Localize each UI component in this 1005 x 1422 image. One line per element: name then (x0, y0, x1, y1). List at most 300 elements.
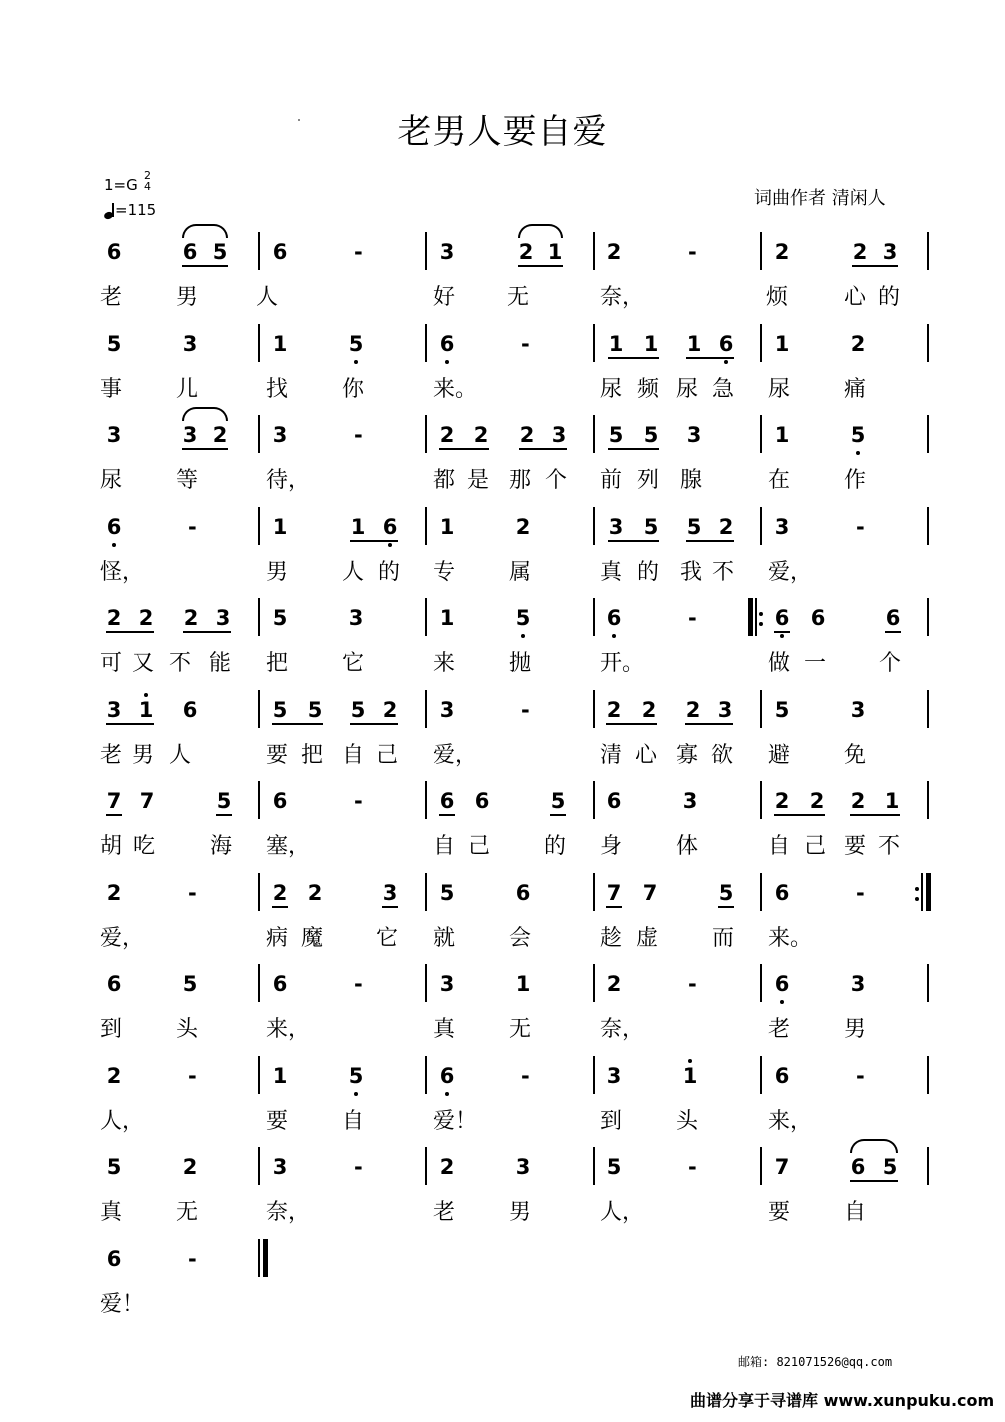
score-note: 2 (182, 1155, 198, 1179)
barline (258, 964, 260, 1002)
score-note: 5 (686, 515, 702, 539)
score-note: 1 (884, 789, 900, 813)
barline (760, 690, 762, 728)
barline (258, 690, 260, 728)
score-note: 2 (106, 881, 122, 905)
sustain-dash: - (521, 698, 530, 722)
key-label: 1=G (104, 176, 138, 194)
eighth-underline (608, 540, 659, 542)
score-note: 1 (515, 972, 531, 996)
lyric-char: 的 (378, 560, 401, 585)
lyric-char: 老 (433, 1200, 456, 1225)
score-note: 1 (774, 332, 790, 356)
barline (593, 1056, 595, 1094)
lyric-char: 欲 (711, 743, 734, 768)
eighth-underline (852, 265, 898, 267)
lyric-char: 奈， (600, 1017, 645, 1042)
lyric-char: 免 (844, 743, 867, 768)
eighth-underline (183, 631, 231, 633)
score-note: 6 (106, 240, 122, 264)
score-note: 2 (519, 423, 535, 447)
score-note: 6 (182, 240, 198, 264)
eighth-underline (106, 631, 154, 633)
lyric-char: 无 (507, 285, 530, 310)
lyric-char: 爱， (100, 926, 145, 951)
lyric-char: 作 (844, 468, 867, 493)
score-note: 6 (774, 1064, 790, 1088)
barline (755, 598, 757, 636)
score-note: 2 (473, 423, 489, 447)
sustain-dash: - (521, 1064, 530, 1088)
eighth-underline (718, 906, 734, 908)
repeat-dot (759, 622, 763, 626)
lyric-char: 来。 (433, 377, 478, 402)
high-octave-dot (688, 1059, 692, 1063)
lyric-char: 做 (768, 651, 791, 676)
tempo-marking (104, 201, 156, 219)
barline (593, 873, 595, 911)
eighth-underline (774, 814, 825, 816)
score-note: 3 (215, 606, 231, 630)
lyric-char: 要 (844, 834, 867, 859)
lyric-char: 自 (768, 834, 791, 859)
barline (760, 964, 762, 1002)
barline (258, 415, 260, 453)
lyric-char: 病 (266, 926, 289, 951)
barline (927, 1147, 929, 1185)
eighth-underline (216, 814, 232, 816)
eighth-underline (850, 1180, 898, 1182)
footer-email: 邮箱: 821071526@qq.com (738, 1355, 893, 1369)
eighth-underline (550, 814, 566, 816)
score-note: 2 (382, 698, 398, 722)
lyric-char: 儿 (176, 377, 199, 402)
barline (593, 781, 595, 819)
barline (760, 781, 762, 819)
score-note: 3 (272, 423, 288, 447)
score-note: 1 (439, 515, 455, 539)
score-note: 7 (774, 1155, 790, 1179)
score-note: 1 (272, 332, 288, 356)
barline (258, 1239, 260, 1277)
score-note: 5 (106, 332, 122, 356)
eighth-underline (608, 357, 659, 359)
lyric-char: 奈， (266, 1200, 311, 1225)
score-note: 5 (272, 606, 288, 630)
score-note: 3 (348, 606, 364, 630)
score-note: 2 (106, 606, 122, 630)
score-note: 5 (348, 1064, 364, 1088)
score-note: 6 (474, 789, 490, 813)
lyric-char: 人， (100, 1109, 145, 1134)
lyric-char: 爱！ (100, 1292, 145, 1317)
eighth-underline (272, 906, 288, 908)
lyric-char: 海 (210, 834, 233, 859)
sustain-dash: - (354, 789, 363, 813)
score-note: 2 (850, 332, 866, 356)
eighth-underline (350, 540, 398, 542)
low-octave-dot (445, 1092, 449, 1096)
lyric-char: 的 (544, 834, 567, 859)
score-system (0, 1247, 1005, 1339)
lyric-char: 抛 (509, 651, 532, 676)
score-note: 5 (212, 240, 228, 264)
lyric-char: 我 (680, 560, 703, 585)
barline (760, 415, 762, 453)
barline (425, 781, 427, 819)
lyric-char: 无 (176, 1200, 199, 1225)
score-system (0, 606, 1005, 698)
sustain-dash: - (354, 1155, 363, 1179)
score-system (0, 515, 1005, 607)
low-octave-dot (445, 360, 449, 364)
score-note: 1 (439, 606, 455, 630)
lyric-char: 个 (879, 651, 902, 676)
barline (927, 232, 929, 270)
score-note: 6 (810, 606, 826, 630)
lyric-char: 趁 (600, 926, 623, 951)
score-note: 5 (718, 881, 734, 905)
lyric-char: 前 (600, 468, 623, 493)
barline (760, 232, 762, 270)
lyric-char: 爱， (768, 560, 813, 585)
eighth-underline (382, 906, 398, 908)
score-note: 2 (606, 972, 622, 996)
lyric-char: 把 (301, 743, 324, 768)
lyric-char: 到 (600, 1109, 623, 1134)
lyric-char: 人 (256, 285, 279, 310)
score-note: 3 (551, 423, 567, 447)
lyric-char: 属 (509, 560, 532, 585)
low-octave-dot (354, 360, 358, 364)
score-note: 2 (809, 789, 825, 813)
lyric-char: 开。 (600, 651, 645, 676)
score-note: 5 (608, 423, 624, 447)
score-note: 2 (439, 423, 455, 447)
barline (425, 507, 427, 545)
sustain-dash: - (521, 332, 530, 356)
slur-arc (182, 224, 228, 238)
score-system (0, 972, 1005, 1064)
barline (927, 415, 929, 453)
low-octave-dot (780, 1000, 784, 1004)
lyric-char: 找 (266, 377, 289, 402)
barline (258, 232, 260, 270)
lyric-char: 会 (509, 926, 532, 951)
score-note: 5 (216, 789, 232, 813)
score-note: 3 (682, 789, 698, 813)
lyric-char: 男 (509, 1200, 532, 1225)
score-note: 6 (850, 1155, 866, 1179)
low-octave-dot (388, 543, 392, 547)
score-note: 2 (606, 240, 622, 264)
lyric-char: 列 (637, 468, 660, 493)
score-note: 3 (850, 972, 866, 996)
score-system (0, 332, 1005, 424)
lyric-char: 要 (768, 1200, 791, 1225)
lyric-char: 它 (376, 926, 399, 951)
lyric-char: 烦 (766, 285, 789, 310)
score-note: 5 (643, 423, 659, 447)
barline (760, 873, 762, 911)
sustain-dash: - (354, 240, 363, 264)
eighth-underline (686, 540, 734, 542)
score-note: 3 (439, 240, 455, 264)
lyric-char: 真 (100, 1200, 123, 1225)
score-system (0, 423, 1005, 515)
score-note: 2 (439, 1155, 455, 1179)
score-note: 3 (686, 423, 702, 447)
lyric-char: 都 (433, 468, 456, 493)
sustain-dash: - (188, 1247, 197, 1271)
lyric-char: 而 (712, 926, 735, 951)
barline (425, 1056, 427, 1094)
score-note: 7 (642, 881, 658, 905)
score-note: 6 (606, 606, 622, 630)
lyric-char: 尿 (768, 377, 791, 402)
barline (760, 1056, 762, 1094)
lyric-char: 男 (132, 743, 155, 768)
score-note: 3 (606, 1064, 622, 1088)
lyric-char: 事 (100, 377, 123, 402)
sustain-dash: - (688, 240, 697, 264)
barline (921, 873, 923, 911)
barline (425, 690, 427, 728)
eighth-underline (606, 906, 622, 908)
lyric-char: 不 (712, 560, 735, 585)
sustain-dash: - (856, 881, 865, 905)
lyric-char: 不 (878, 834, 901, 859)
lyric-char: 待， (266, 468, 311, 493)
barline (425, 598, 427, 636)
lyric-char: 老 (100, 743, 123, 768)
time-denominator: 4 (144, 180, 151, 193)
score-note: 6 (106, 1247, 122, 1271)
sustain-dash: - (188, 881, 197, 905)
barline (593, 1147, 595, 1185)
score-note: 1 (608, 332, 624, 356)
eighth-underline (439, 448, 489, 450)
score-system (0, 240, 1005, 332)
lyric-char: 胡 (100, 834, 123, 859)
score-note: 1 (686, 332, 702, 356)
score-note: 5 (272, 698, 288, 722)
lyric-char: 爱！ (433, 1109, 478, 1134)
score-note: 7 (139, 789, 155, 813)
score-note: 5 (348, 332, 364, 356)
lyric-char: 的 (637, 560, 660, 585)
lyric-char: 寡 (676, 743, 699, 768)
barline (425, 964, 427, 1002)
lyric-char: 能 (209, 651, 232, 676)
sustain-dash: - (188, 1064, 197, 1088)
low-octave-dot (724, 360, 728, 364)
score-note: 1 (272, 1064, 288, 1088)
eighth-underline (608, 448, 659, 450)
score-note: 5 (882, 1155, 898, 1179)
key-signature (104, 169, 151, 194)
score-note: 7 (606, 881, 622, 905)
eighth-underline (686, 357, 734, 359)
eighth-underline (272, 723, 323, 725)
score-note: 6 (272, 240, 288, 264)
lyric-char: 真 (433, 1017, 456, 1042)
score-system (0, 789, 1005, 881)
eighth-underline (518, 265, 563, 267)
sustain-dash: - (688, 606, 697, 630)
low-octave-dot (612, 634, 616, 638)
eighth-underline (774, 631, 790, 633)
tempo-value: =115 (115, 201, 157, 219)
score-note: 3 (182, 423, 198, 447)
score-note: 5 (106, 1155, 122, 1179)
score-note: 6 (606, 789, 622, 813)
lyric-char: 等 (176, 468, 199, 493)
score-note: 2 (183, 606, 199, 630)
barline (927, 507, 929, 545)
score-note: 5 (550, 789, 566, 813)
eighth-underline (439, 814, 455, 816)
score-note: 6 (106, 515, 122, 539)
lyric-char: 人， (600, 1200, 645, 1225)
score-note: 3 (515, 1155, 531, 1179)
low-octave-dot (521, 634, 525, 638)
barline (258, 598, 260, 636)
lyric-char: 男 (266, 560, 289, 585)
score-note: 3 (272, 1155, 288, 1179)
eighth-underline (350, 723, 398, 725)
barline (927, 324, 929, 362)
score-system (0, 698, 1005, 790)
score-note: 2 (138, 606, 154, 630)
repeat-dot (915, 887, 919, 891)
lyric-char: 就 (433, 926, 456, 951)
barline (593, 598, 595, 636)
lyric-char: 吃 (133, 834, 156, 859)
score-note: 1 (272, 515, 288, 539)
lyric-char: 己 (804, 834, 827, 859)
score-note: 2 (774, 789, 790, 813)
barline (927, 598, 929, 636)
barline (593, 507, 595, 545)
barline (593, 232, 595, 270)
score-note: 1 (350, 515, 366, 539)
barline (258, 507, 260, 545)
low-octave-dot (856, 451, 860, 455)
barline (425, 415, 427, 453)
score-note: 6 (382, 515, 398, 539)
lyric-char: 频 (637, 377, 660, 402)
score-note: 1 (547, 240, 563, 264)
barline (927, 964, 929, 1002)
eighth-underline (685, 723, 733, 725)
score-note: 2 (272, 881, 288, 905)
score-note: 5 (515, 606, 531, 630)
score-note: 5 (774, 698, 790, 722)
score-note: 6 (439, 789, 455, 813)
score-note: 2 (518, 240, 534, 264)
lyric-char: 避 (768, 743, 791, 768)
lyric-char: 把 (266, 651, 289, 676)
final-barline (263, 1239, 268, 1277)
lyric-char: 在 (768, 468, 791, 493)
lyric-char: 痛 (844, 377, 867, 402)
score-note: 6 (515, 881, 531, 905)
score-note: 6 (106, 972, 122, 996)
score-note: 6 (885, 606, 901, 630)
barline (927, 781, 929, 819)
score-note: 3 (106, 423, 122, 447)
score-note: 3 (882, 240, 898, 264)
lyric-char: 人 (169, 743, 192, 768)
lyric-char: 男 (844, 1017, 867, 1042)
lyric-char: 老 (768, 1017, 791, 1042)
score-note: 5 (643, 515, 659, 539)
sustain-dash: - (188, 515, 197, 539)
lyric-char: 怪， (100, 560, 145, 585)
score-note: 1 (643, 332, 659, 356)
score-note: 6 (718, 332, 734, 356)
lyric-char: 身 (600, 834, 623, 859)
lyric-char: 个 (545, 468, 568, 493)
lyric-char: 魔 (301, 926, 324, 951)
barline (927, 1056, 929, 1094)
eighth-underline (106, 723, 154, 725)
repeat-end-barline (926, 873, 931, 911)
score-note: 5 (850, 423, 866, 447)
lyric-char: 自 (433, 834, 456, 859)
low-octave-dot (780, 634, 784, 638)
score-note: 3 (106, 698, 122, 722)
eighth-underline (519, 448, 567, 450)
score-note: 3 (439, 698, 455, 722)
lyric-char: 到 (100, 1017, 123, 1042)
lyric-char: 虚 (636, 926, 659, 951)
lyric-char: 来， (768, 1109, 813, 1134)
score-note: 2 (307, 881, 323, 905)
lyric-char: 男 (176, 285, 199, 310)
score-system (0, 1155, 1005, 1247)
barline (425, 1147, 427, 1185)
barline (593, 690, 595, 728)
score-note: 1 (682, 1064, 698, 1088)
eighth-underline (182, 265, 228, 267)
slur-arc (518, 224, 563, 238)
lyric-char: 真 (600, 560, 623, 585)
score-note: 3 (182, 332, 198, 356)
barline (760, 507, 762, 545)
lyric-char: 要 (266, 1109, 289, 1134)
lyric-char: 己 (468, 834, 491, 859)
lyric-char: 心 (635, 743, 658, 768)
lyric-char: 腺 (680, 468, 703, 493)
lyric-char: 又 (132, 651, 155, 676)
lyric-char: 尿 (600, 377, 623, 402)
score-note: 2 (641, 698, 657, 722)
score-note: 6 (439, 1064, 455, 1088)
lyric-char: 己 (376, 743, 399, 768)
score-note: 2 (212, 423, 228, 447)
score-note: 2 (606, 698, 622, 722)
time-signature (144, 170, 151, 192)
barline (593, 324, 595, 362)
lyric-char: 人 (342, 560, 365, 585)
low-octave-dot (354, 1092, 358, 1096)
lyric-char: 清 (600, 743, 623, 768)
lyric-char: 来。 (768, 926, 813, 951)
slur-arc (182, 407, 228, 421)
eighth-underline (606, 723, 657, 725)
